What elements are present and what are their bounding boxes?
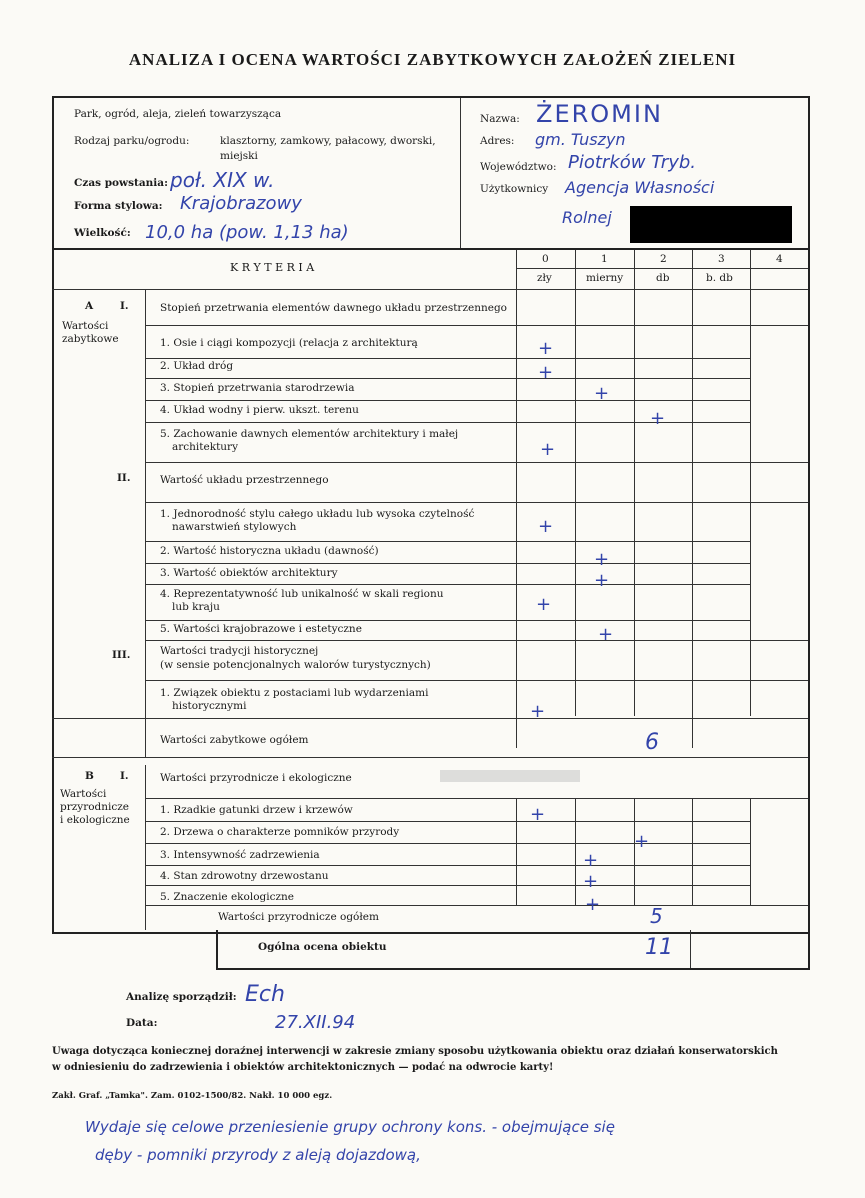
a1-item-5b: architektury xyxy=(172,441,239,453)
score-2: 2 xyxy=(660,253,667,265)
created-value: poł. XIX w. xyxy=(170,168,275,192)
a3-item-1: 1. Związek obiektu z postaciami lub wydarzeniami xyxy=(160,687,429,699)
smudge xyxy=(440,770,580,782)
a-total-value: 6 xyxy=(645,730,659,755)
printer-info: Zakł. Graf. „Tamka". Zam. 0102-1500/82. Nakł. 10 000 egz. xyxy=(52,1091,333,1101)
address-label: Adres: xyxy=(480,135,515,147)
b-sub1-title: Wartości przyrodnicze i ekologiczne xyxy=(160,772,352,784)
score-4: 4 xyxy=(776,253,783,265)
size-label: Wielkość: xyxy=(74,227,131,239)
a2-item-1b: nawarstwień stylowych xyxy=(172,521,297,533)
name-value: ŻEROMIN xyxy=(536,100,663,128)
date-value: 27.XII.94 xyxy=(275,1012,356,1033)
a2-item-3: 3. Wartość obiektów architektury xyxy=(160,567,338,579)
name-label: Nazwa: xyxy=(480,113,520,125)
a1-item-5: 5. Zachowanie dawnych elementów architektury i małej xyxy=(160,428,459,440)
score-name-3: b. db xyxy=(706,272,733,284)
users-value-2: Rolnej xyxy=(562,208,612,227)
section-a-name: Wartości zabytkowe xyxy=(62,320,119,345)
section-a-sub3-numeral: III. xyxy=(112,649,131,661)
address-value: gm. Tuszyn xyxy=(535,130,626,149)
kind-label: Park, ogród, aleja, zieleń towarzysząca xyxy=(74,108,282,120)
style-label: Forma stylowa: xyxy=(74,200,163,212)
mark-b-1: + xyxy=(530,804,546,825)
a1-item-2: 2. Układ dróg xyxy=(160,360,234,372)
score-3: 3 xyxy=(718,253,725,265)
score-1: 1 xyxy=(601,253,608,265)
section-b-numeral: I. xyxy=(120,770,129,782)
section-a-sub2-numeral: II. xyxy=(117,472,131,484)
size-value: 10,0 ha (pow. 1,13 ha) xyxy=(145,222,349,243)
score-0: 0 xyxy=(542,253,549,265)
a2-item-2: 2. Wartość historyczna układu (dawność) xyxy=(160,545,379,557)
type-label: Rodzaj parku/ogrodu: xyxy=(74,135,190,147)
mark-a2-4: + xyxy=(536,594,552,615)
section-a-letter: A xyxy=(85,300,94,312)
mark-a2-2: + xyxy=(594,549,610,570)
mark-a2-1: + xyxy=(538,516,554,537)
a-total-label: Wartości zabytkowe ogółem xyxy=(160,734,309,746)
b-item-1: 1. Rzadkie gatunki drzew i krzewów xyxy=(160,804,353,816)
a2-item-4: 4. Reprezentatywność lub unikalność w skali regionu xyxy=(160,588,444,600)
mark-b-4: + xyxy=(583,871,599,892)
a-sub1-title: Stopień przetrwania elementów dawnego układu przestrzennego xyxy=(160,302,507,314)
note-line-2: w odniesieniu do zadrzewienia i obiektów architektonicznych — podać na odwrocie karty! xyxy=(52,1062,554,1073)
score-name-2: db xyxy=(656,272,670,284)
section-b-name: Wartości przyrodnicze i ekologiczne xyxy=(60,788,130,826)
voivodeship-value: Piotrków Tryb. xyxy=(568,152,697,173)
a2-item-4b: lub kraju xyxy=(172,601,220,613)
a1-item-1: 1. Osie i ciągi kompozycji (relacja z architekturą xyxy=(160,337,418,349)
handwritten-note-1: Wydaje się celowe przeniesienie grupy ochrony kons. - obejmujące się xyxy=(85,1118,615,1136)
b-total-value: 5 xyxy=(650,904,663,928)
b-total-label: Wartości przyrodnicze ogółem xyxy=(218,911,379,923)
overall-label: Ogólna ocena obiektu xyxy=(258,941,387,953)
mark-a2-5: + xyxy=(598,624,614,645)
created-label: Czas powstania: xyxy=(74,177,168,189)
a1-item-4: 4. Układ wodny i pierw. ukszt. terenu xyxy=(160,404,359,416)
users-label: Użytkownicy xyxy=(480,183,549,195)
mark-a3-1: + xyxy=(530,701,546,722)
handwritten-note-2: dęby - pomniki przyrody z aleją dojazdową, xyxy=(95,1146,421,1164)
date-label: Data: xyxy=(126,1017,158,1029)
mark-b-3: + xyxy=(583,850,599,871)
a-sub3-title-1: Wartości tradycji historycznej xyxy=(160,645,319,657)
type-options-2: miejski xyxy=(220,150,258,162)
prepared-signature: Ech xyxy=(245,982,285,1007)
b-item-5: 5. Znaczenie ekologiczne xyxy=(160,891,295,903)
mark-a1-4: + xyxy=(650,408,666,429)
criteria-label: K R Y T E R I A xyxy=(230,261,315,274)
overall-value: 11 xyxy=(645,935,673,960)
score-name-1: mierny xyxy=(586,272,624,284)
mark-b-5: + xyxy=(585,894,601,915)
form-title: ANALIZA I OCENA WARTOŚCI ZABYTKOWYCH ZAŁOŻEŃ ZIELENI xyxy=(128,50,737,69)
type-options: klasztorny, zamkowy, pałacowy, dworski, xyxy=(220,135,436,147)
mark-a1-5: + xyxy=(540,439,556,460)
prepared-label: Analizę sporządził: xyxy=(126,991,237,1003)
section-b-letter: B xyxy=(85,770,94,782)
b-item-4: 4. Stan zdrowotny drzewostanu xyxy=(160,870,329,882)
section-a-numeral: I. xyxy=(120,300,129,312)
redaction-block xyxy=(630,206,792,243)
a3-item-1b: historycznymi xyxy=(172,700,247,712)
b-item-3: 3. Intensywność zadrzewienia xyxy=(160,849,320,861)
score-name-0: zły xyxy=(537,272,552,284)
mark-a2-3: + xyxy=(594,570,610,591)
a2-item-5: 5. Wartości krajobrazowe i estetyczne xyxy=(160,623,362,635)
mark-b-2: + xyxy=(634,831,650,852)
voivodeship-label: Województwo: xyxy=(480,161,557,173)
a2-item-1: 1. Jednorodność stylu całego układu lub wysoka czytelność xyxy=(160,508,475,520)
b-item-2: 2. Drzewa o charakterze pomników przyrody xyxy=(160,826,400,838)
mark-a1-3: + xyxy=(594,383,610,404)
mark-a1-1: + xyxy=(538,338,554,359)
note-line-1: Uwaga dotycząca koniecznej doraźnej interwencji w zakresie zmiany sposobu użytkowania obiektu oraz działań konserwatorskich xyxy=(52,1046,778,1057)
mark-a1-2: + xyxy=(538,362,554,383)
users-value: Agencja Własności xyxy=(565,178,715,197)
a-sub3-title-2: (w sensie potencjonalnych walorów turystycznych) xyxy=(160,659,431,671)
a-sub2-title: Wartość układu przestrzennego xyxy=(160,474,329,486)
a1-item-3: 3. Stopień przetrwania starodrzewia xyxy=(160,382,355,394)
style-value: Krajobrazowy xyxy=(180,193,302,214)
